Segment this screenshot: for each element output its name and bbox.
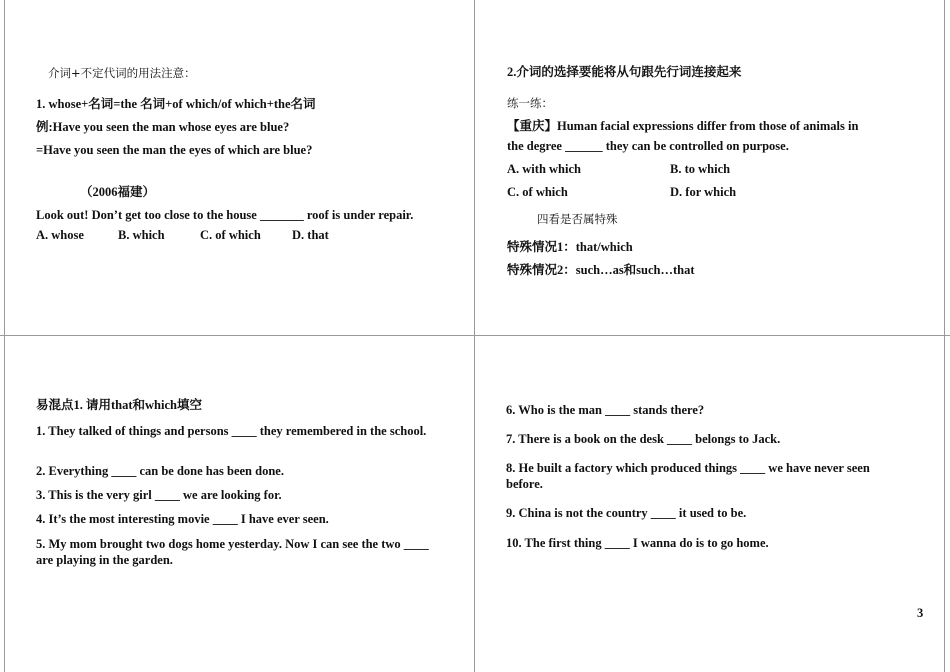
exercise-item-3: 3. This is the very girl ____ we are looking for. bbox=[36, 488, 282, 502]
exercise-item-2: 2. Everything ____ can be done has been done. bbox=[36, 464, 284, 478]
exercise-item-4: 4. It’s the most interesting movie ____ I have ever seen. bbox=[36, 512, 329, 526]
section-heading: 介词+不定代词的用法注意： bbox=[48, 66, 196, 80]
option-c: C. of which bbox=[507, 185, 568, 199]
question-line-1: 【重庆】Human facial expressions differ from those of animals in bbox=[507, 119, 859, 133]
right-border bbox=[944, 0, 945, 672]
example-question: 例:Have you seen the man whose eyes are blue? bbox=[36, 120, 290, 134]
example-equivalent: =Have you seen the man the eyes of which are blue? bbox=[36, 143, 313, 157]
question-line-2: the degree ______ they can be controlled on purpose. bbox=[507, 139, 789, 153]
practice-label: 练一练： bbox=[507, 96, 553, 110]
exercise-item-9: 9. China is not the country ____ it used to be. bbox=[506, 506, 747, 520]
panel-top-right bbox=[475, 0, 944, 335]
exercise-item-6: 6. Who is the man ____ stands there? bbox=[506, 403, 705, 417]
option-b: B. to which bbox=[670, 162, 731, 176]
subheading: 四看是否属特殊 bbox=[537, 212, 618, 226]
rule-line: 1. whose+名词=the 名词+of which/of which+the名词 bbox=[36, 97, 316, 111]
panel-bottom-left bbox=[0, 336, 474, 672]
option-d: D. that bbox=[292, 228, 329, 242]
page-number: 3 bbox=[917, 606, 924, 620]
option-a: A. with which bbox=[507, 162, 581, 176]
special-case-2: 特殊情况2：such…as和such…that bbox=[507, 263, 695, 277]
panel-bottom-right bbox=[475, 336, 944, 672]
exercise-item-5: 5. My mom brought two dogs home yesterday. Now I can see the two ____ are playing in the garden. bbox=[36, 537, 429, 567]
option-d: D. for which bbox=[670, 185, 737, 199]
option-a: A. whose bbox=[36, 228, 84, 242]
exercise-item-10: 10. The first thing ____ I wanna do is to go home. bbox=[506, 536, 769, 550]
question-text: Look out! Don’t get too close to the house _______ roof is under repair. bbox=[36, 208, 414, 222]
special-case-1: 特殊情况1：that/which bbox=[507, 240, 633, 254]
exercise-item-7: 7. There is a book on the desk ____ belongs to Jack. bbox=[506, 432, 781, 446]
option-b: B. which bbox=[118, 228, 165, 242]
option-c: C. of which bbox=[200, 228, 261, 242]
section-heading: 2.介词的选择要能将从句跟先行词连接起来 bbox=[507, 65, 742, 79]
panel-top-left bbox=[0, 0, 474, 335]
exercise-item-1: 1. They talked of things and persons ____ they remembered in the school. bbox=[36, 424, 427, 438]
section-heading: 易混点1. 请用that和which填空 bbox=[36, 398, 202, 412]
question-source: （2006福建） bbox=[80, 185, 156, 199]
exercise-item-8: 8. He built a factory which produced things ____ we have never seen before. bbox=[506, 461, 870, 491]
